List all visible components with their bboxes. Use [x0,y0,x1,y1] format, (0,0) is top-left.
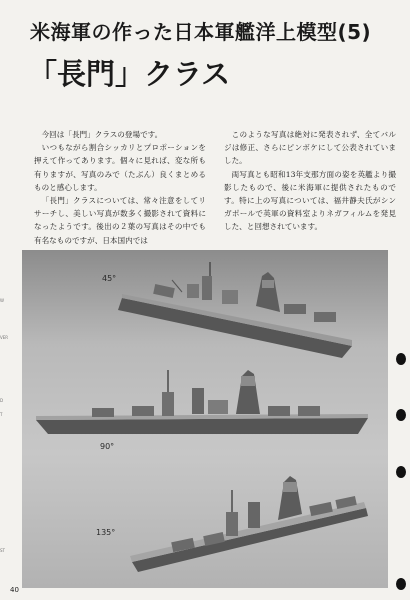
paragraph: いつもながら割合シッカリとプロポーションを押えて作ってあります。個々に見れば、変な所も有りますが、写真のみで（たぶん）良くまとめるものと感心します。 [34,143,206,192]
edge-label: W [0,298,4,303]
ship-model-90 [36,370,368,434]
ship-model-45 [118,262,352,358]
paragraph: 「長門」クラスについては、常々注意をしてリサーチし、美しい写真が数多く撮影されて資料になったようです。後出の２葉の写真はその中でも有名なものですが、日本国内では [34,196,206,245]
page-number: 40 [10,586,19,594]
paragraph: 今回は「長門」クラスの登場です。 [41,130,163,139]
angle-label-90: 90° [100,442,115,451]
registration-mark [396,353,406,365]
angle-label-45: 45° [102,274,117,283]
ship-model-135 [130,476,368,572]
edge-label: ST [0,548,5,553]
page-subtitle: 「長門」クラス [28,57,231,91]
edge-label: VER [0,335,9,340]
paragraph: このような写真は絶対に発表されず、全てバルジは修正、さらにピンボケにして公表されていました。 [224,130,396,166]
article-column-right [224,128,396,234]
article-column-left [34,128,206,247]
angle-label-135: 135° [96,528,116,537]
page-title: 米海軍の作った日本軍艦洋上模型(5) [30,20,372,44]
registration-mark [396,578,406,590]
ship-model-photo [22,250,388,588]
edge-label: T [0,412,3,417]
ship-models-illustration [22,250,388,588]
registration-mark [396,466,406,478]
edge-label: D [0,398,4,403]
paragraph: 両写真とも昭和13年支那方面の姿を英艦より撮影したもので、後に米海軍に提供されたものです。特に上の写真については、福井静夫氏がシンガポールで英軍の資料室よりネガフィルムを発見した、と回想されています。 [224,169,396,232]
registration-mark [396,409,406,421]
